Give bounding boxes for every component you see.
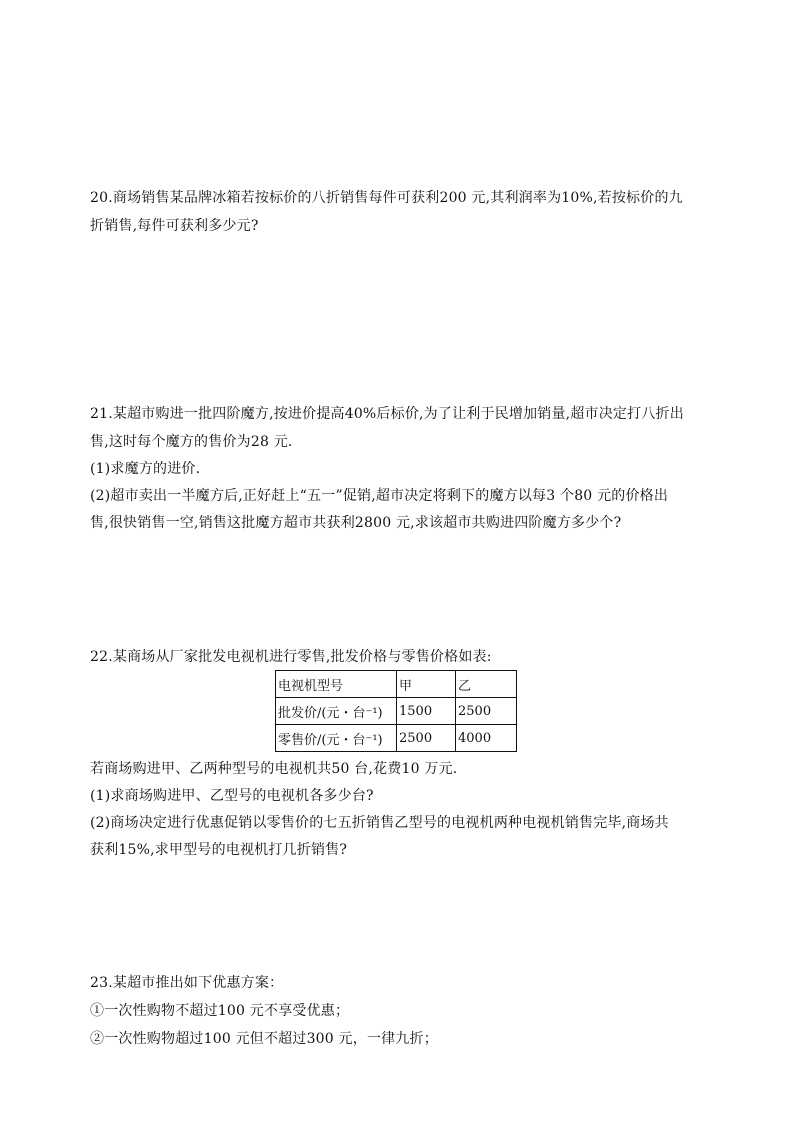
price-table xyxy=(275,670,517,752)
q21-part-2-line-2: 售,很快销售一空,销售这批魔方超市共获利2800 元,求该超市共购进四阶魔方多少个? xyxy=(90,515,622,531)
table-header-cell: 电视机型号 xyxy=(276,671,397,698)
q23-line-3: ②一次性购物超过100 元但不超过300 元，一律九折； xyxy=(90,1031,438,1047)
q22-line-1: 22.某商场从厂家批发电视机进行零售,批发价格与零售价格如表: xyxy=(90,649,492,665)
q21-part-1: (1)求魔方的进价. xyxy=(90,461,201,477)
q22-part-2-line-2: 获利15%,求甲型号的电视机打几折销售? xyxy=(90,842,348,858)
q23-line-2: ①一次性购物不超过100 元不享受优惠； xyxy=(90,1003,350,1019)
table-header-cell: 乙 xyxy=(456,671,517,698)
q21-line-2: 售,这时每个魔方的售价为28 元. xyxy=(90,434,293,450)
q22-line-2: 若商场购进甲、乙两种型号的电视机共50 台,花费10 万元. xyxy=(90,761,458,777)
table-cell: 批发价/(元・台⁻¹) xyxy=(276,698,397,725)
table-cell: 4000 xyxy=(456,725,517,752)
table-row xyxy=(276,725,517,752)
q20-line-1: 20.商场销售某品牌冰箱若按标价的八折销售每件可获利200 元,其利润率为10%,若按标价的九 xyxy=(90,190,683,206)
q22-part-2-line-1: (2)商场决定进行优惠促销以零售价的七五折销售乙型号的电视机两种电视机销售完毕,商场共 xyxy=(90,815,669,831)
q20-line-2: 折销售,每件可获利多少元? xyxy=(90,218,259,234)
table-cell: 零售价/(元・台⁻¹) xyxy=(276,725,397,752)
table-cell: 2500 xyxy=(397,725,456,752)
table-cell: 1500 xyxy=(397,698,456,725)
q21-line-1: 21.某超市购进一批四阶魔方,按进价提高40%后标价,为了让利于民增加销量,超市决定打八折出 xyxy=(90,406,684,422)
table-header-row xyxy=(276,671,517,698)
table-cell: 2500 xyxy=(456,698,517,725)
q23-line-1: 23.某超市推出如下优惠方案： xyxy=(90,975,284,991)
q21-part-2-line-1: (2)超市卖出一半魔方后,正好赶上“五一”促销,超市决定将剩下的魔方以每3 个80 元的价格出 xyxy=(90,488,669,504)
table-header-cell: 甲 xyxy=(397,671,456,698)
q22-part-1: (1)求商场购进甲、乙型号的电视机各多少台? xyxy=(90,788,374,804)
table-row xyxy=(276,698,517,725)
